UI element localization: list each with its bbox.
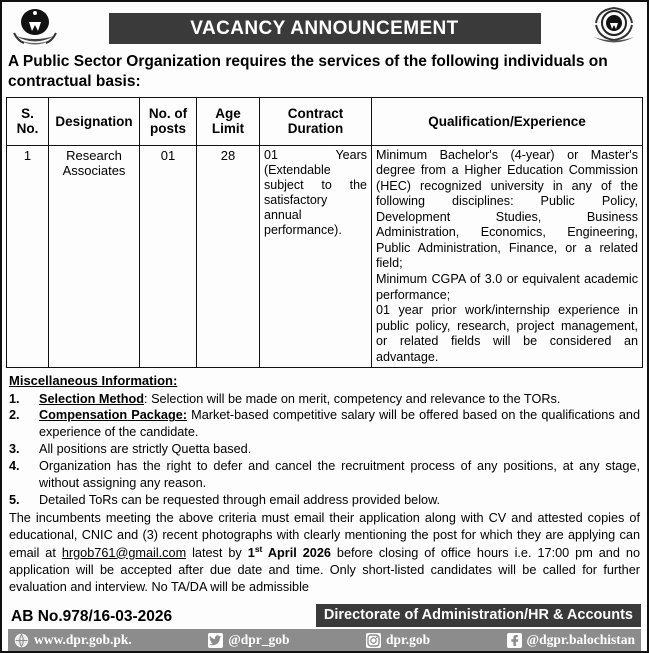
deadline-date-ordinal-suffix: st: [254, 543, 263, 554]
footer-top-row: [8, 600, 641, 627]
instructions-part-1: The incumbents meeting the above criteria must email their application along with CV and attested copies of educational, CNIC and (3) recent photographs with clearly mentioning the post for which they are applying can email at: [9, 510, 640, 560]
column-header-contract-duration: Contract Duration: [260, 97, 372, 145]
globe-icon: [14, 633, 29, 648]
application-instructions-paragraph: [9, 510, 640, 596]
balochistan-government-emblem-icon-right: [587, 6, 641, 50]
misc-item-1: [9, 391, 640, 408]
advertisement-number: AB No.978/16-03-2026: [11, 608, 173, 625]
cell-serial-no: 1: [7, 145, 49, 368]
cell-age-limit: 28: [197, 145, 260, 368]
column-header-designation: Designation: [49, 97, 140, 145]
misc-item-text: Market-based competitive salary will be offered based on the qualifications and experience of the candidate.: [39, 408, 640, 440]
misc-item-text: Selection will be made on merit, competency and relevance to the TORs.: [147, 391, 561, 406]
twitter-icon: [208, 633, 223, 648]
cell-no-of-posts: 01: [140, 145, 197, 368]
misc-item-body: [39, 407, 640, 441]
social-link-twitter[interactable]: [208, 632, 289, 648]
misc-item-number: 5.: [9, 492, 20, 507]
qualification-line-3: 01 year prior work/internship experience in public policy, research, project management, or related fields will be considered an advantage.: [376, 303, 638, 364]
misc-item-label: Compensation Package:: [39, 408, 187, 423]
cell-designation: Research Associates: [49, 145, 140, 368]
twitter-handle: @dpr_gob: [228, 632, 290, 647]
instructions-part-2: latest by: [186, 545, 248, 560]
instagram-icon: [366, 633, 381, 648]
social-media-bar: [8, 629, 641, 651]
misc-item-text: Organization has the right to defer and cancel the recruitment process of any positions, at any stage, without assigning any reason.: [39, 459, 640, 491]
misc-item-5: [9, 492, 640, 509]
misc-section-title: Miscellaneous Information:: [9, 373, 178, 389]
directorate-banner: Directorate of Administration/HR & Accounts: [316, 604, 641, 627]
table-row: [7, 145, 643, 368]
deadline-date: April 2026: [262, 545, 331, 560]
instagram-handle: dpr.gob: [385, 632, 431, 647]
misc-item-3: [9, 441, 640, 458]
table-header-row: [7, 97, 643, 145]
application-email-link[interactable]: hrgob761@gmail.com: [61, 545, 187, 560]
misc-item-number: 1.: [9, 391, 20, 406]
misc-item-text: All positions are strictly Quetta based.: [39, 442, 252, 457]
page-title-banner: VACANCY ANNOUNCEMENT: [109, 13, 541, 44]
facebook-icon: [507, 633, 522, 648]
balochistan-government-emblem-icon-left: [8, 6, 62, 50]
social-link-facebook[interactable]: [507, 632, 635, 648]
misc-item-text: Detailed ToRs can be requested through email address provided below.: [39, 492, 441, 507]
deadline-date-ordinal: 1: [247, 545, 255, 560]
misc-item-label: Selection Method: [39, 391, 145, 406]
header: [6, 5, 643, 51]
social-link-instagram[interactable]: [366, 632, 430, 648]
intro-text: A Public Sector Organization requires the services of the following individuals on contractual basis:: [8, 53, 608, 90]
misc-item-label-separator: :: [144, 391, 148, 406]
miscellaneous-information-section: [6, 368, 643, 595]
misc-item-4: [9, 458, 640, 492]
misc-item-number: 2.: [9, 408, 20, 423]
column-header-no-of-posts: No. of posts: [140, 97, 197, 145]
social-link-website[interactable]: [14, 632, 132, 648]
qualification-line-1: Minimum Bachelor's (4-year) or Master's degree from a Higher Education Commission (HEC) recognized university in any of the following disciplines: Public Policy, Development Studies, Business Administration, Economics, Engineering, Public Administration, Finance, or a related field;: [376, 147, 638, 271]
instructions-part-3: before closing of office hours i.e. 17:00 pm and no application will be accepted after due date and time. Only short-listed candidates will be called for further evaluation and interview. No TA/DA will be admissible: [9, 545, 640, 594]
qualification-line-2: Minimum CGPA of 3.0 or equivalent academic performance;: [376, 272, 638, 302]
column-header-qualification-experience: Qualification/Experience: [372, 97, 643, 145]
column-header-serial-no: S. No.: [7, 97, 49, 145]
column-header-age-limit: Age Limit: [197, 97, 260, 145]
cell-qualification-experience: [372, 145, 643, 368]
cell-contract-duration: 01 Years (Extendable subject to the satisfactory annual performance).: [260, 145, 372, 368]
misc-item-body: [39, 391, 640, 408]
footer: [6, 600, 643, 651]
website-url: www.dpr.gob.pk.: [34, 632, 132, 647]
misc-item-number: 3.: [9, 442, 20, 457]
misc-item-2: [9, 407, 640, 441]
facebook-handle: @dgpr.balochistan: [526, 632, 636, 647]
misc-item-number: 4.: [9, 459, 20, 474]
vacancy-table: [6, 97, 643, 369]
